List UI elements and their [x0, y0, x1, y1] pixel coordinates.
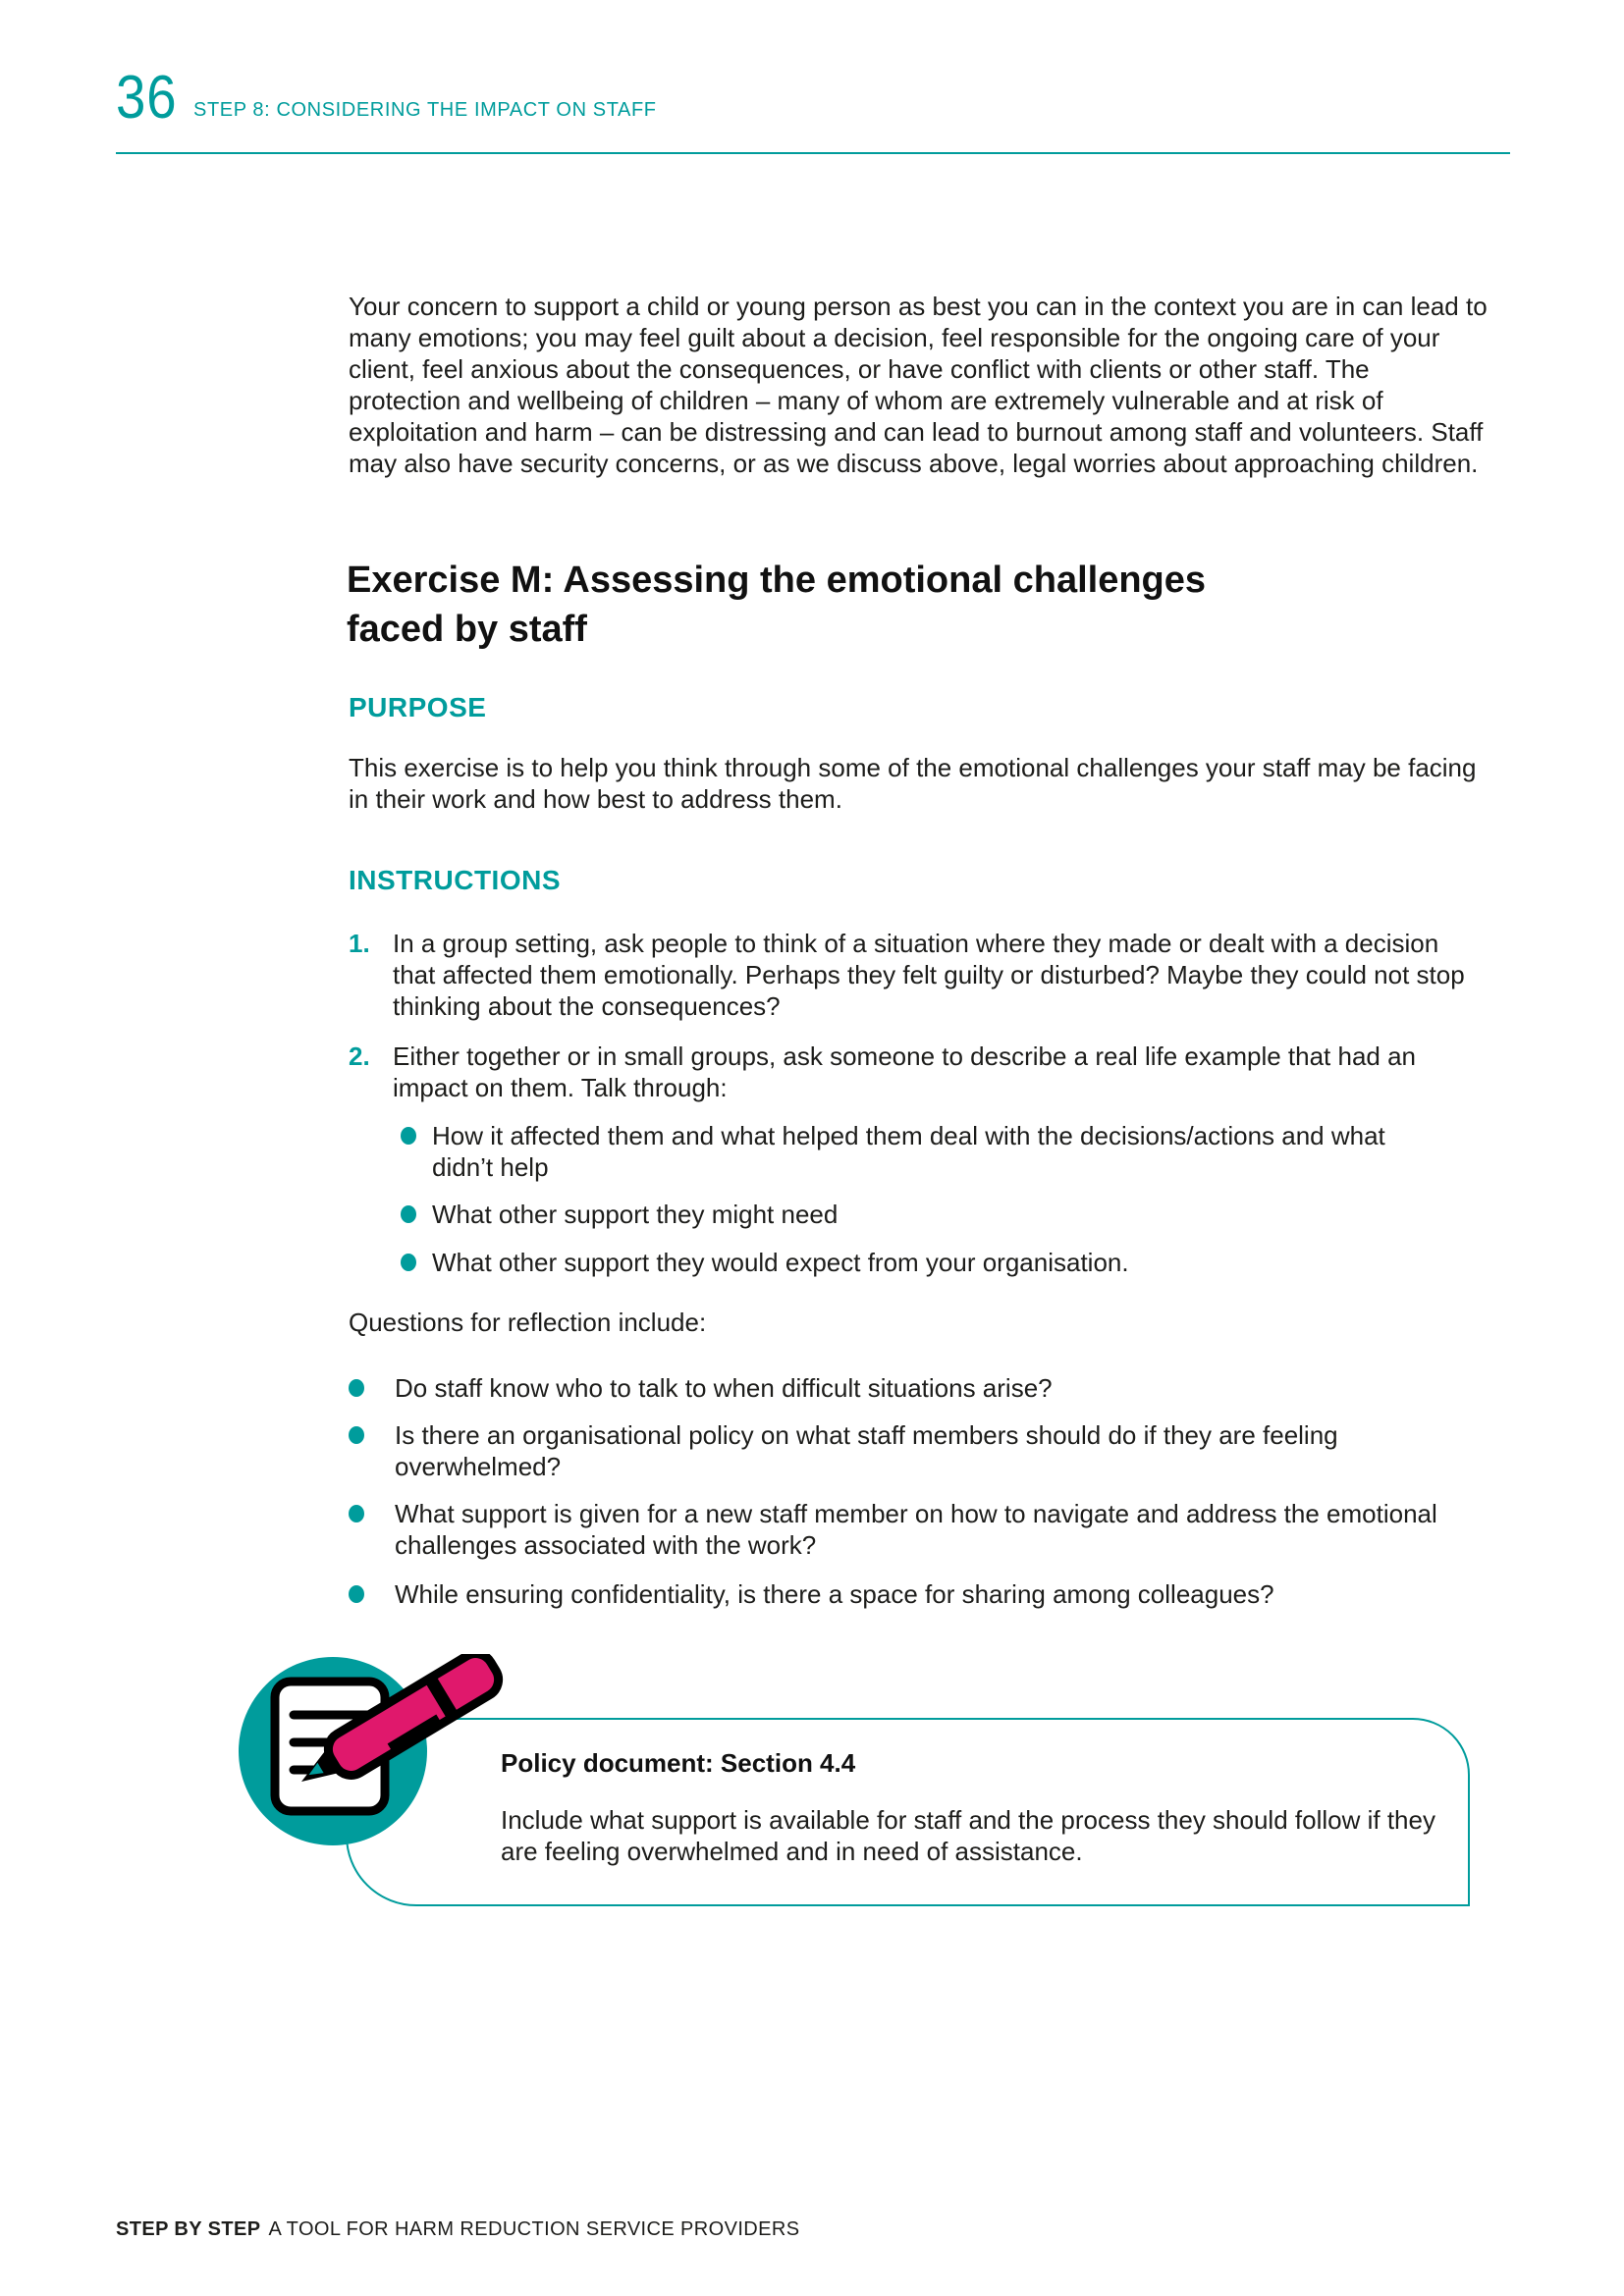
footer-brand: STEP BY STEP	[116, 2218, 261, 2240]
instruction-step-2	[349, 1041, 1488, 1103]
header-divider	[116, 152, 1510, 154]
bullet-text: What support is given for a new staff member on how to navigate and address the emotional challenges associated with the work?	[395, 1499, 1437, 1560]
policy-callout-title: Policy document: Section 4.4	[501, 1748, 856, 1778]
step-text: In a group setting, ask people to think of a situation where they made or dealt with a decision that affected them emotionally. Perhaps they felt guilty or disturbed? Maybe they could not stop thinking about the consequences?	[393, 929, 1465, 1021]
bullet-text: What other support they might need	[432, 1200, 839, 1229]
intro-paragraph: Your concern to support a child or young person as best you can in the context you are in can lead to many emotions; you may feel guilt about a decision, feel responsible for the ongoing care of your client, feel anxious about the consequences, or have conflict with clients or other staff. The protection and wellbeing of children – many of whom are extremely vulnerable and at risk of exploitation and harm – can be distressing and can lead to burnout among staff and volunteers. Staff may also have security concerns, or as we discuss above, legal worries about approaching children.	[349, 292, 1488, 478]
list-item	[401, 1199, 1461, 1230]
bullet-text: While ensuring confidentiality, is there a space for sharing among colleagues?	[395, 1579, 1274, 1609]
exercise-title-line1: Exercise M: Assessing the emotional challenges	[347, 560, 1207, 601]
page-number: 36	[116, 64, 178, 132]
instruction-step-1	[349, 928, 1488, 1022]
list-item	[401, 1120, 1461, 1183]
footer	[116, 2217, 799, 2241]
purpose-text: This exercise is to help you think through some of the emotional challenges your staff may be facing in their work and how best to address them.	[349, 753, 1477, 814]
list-item	[349, 1419, 1488, 1482]
list-item	[349, 1498, 1488, 1561]
step-text: Either together or in small groups, ask someone to describe a real life example that had an impact on them. Talk through:	[393, 1041, 1417, 1102]
exercise-title	[347, 556, 1525, 654]
bullet-icon	[401, 1254, 416, 1271]
bullet-icon	[401, 1127, 416, 1145]
step-number: 1.	[349, 929, 370, 958]
bullet-icon	[349, 1379, 364, 1397]
reflection-intro: Questions for reflection include:	[349, 1308, 707, 1337]
instructions-heading: INSTRUCTIONS	[349, 865, 561, 895]
bullet-text: How it affected them and what helped them deal with the decisions/actions and what didn’t help	[432, 1121, 1385, 1182]
bullet-icon	[349, 1426, 364, 1444]
policy-callout-text: Include what support is available for staff and the process they should follow if they are feeling overwhelmed and in need of assistance.	[501, 1805, 1435, 1866]
footer-tagline: A TOOL FOR HARM REDUCTION SERVICE PROVIDERS	[268, 2218, 800, 2240]
list-item	[349, 1372, 1488, 1404]
exercise-title-line2: faced by staff	[347, 609, 587, 650]
bullet-icon	[349, 1585, 364, 1603]
bullet-text: Do staff know who to talk to when difficult situations arise?	[395, 1373, 1053, 1403]
bullet-icon	[349, 1505, 364, 1522]
list-item	[401, 1247, 1461, 1278]
running-header: STEP 8: CONSIDERING THE IMPACT ON STAFF	[193, 99, 657, 121]
document-and-pen-icon	[231, 1654, 506, 1860]
bullet-text: What other support they would expect from your organisation.	[432, 1248, 1129, 1277]
purpose-heading: PURPOSE	[349, 692, 487, 722]
list-item	[349, 1578, 1488, 1610]
bullet-text: Is there an organisational policy on what staff members should do if they are feeling overwhelmed?	[395, 1420, 1338, 1481]
bullet-icon	[401, 1205, 416, 1223]
step-number: 2.	[349, 1041, 370, 1071]
